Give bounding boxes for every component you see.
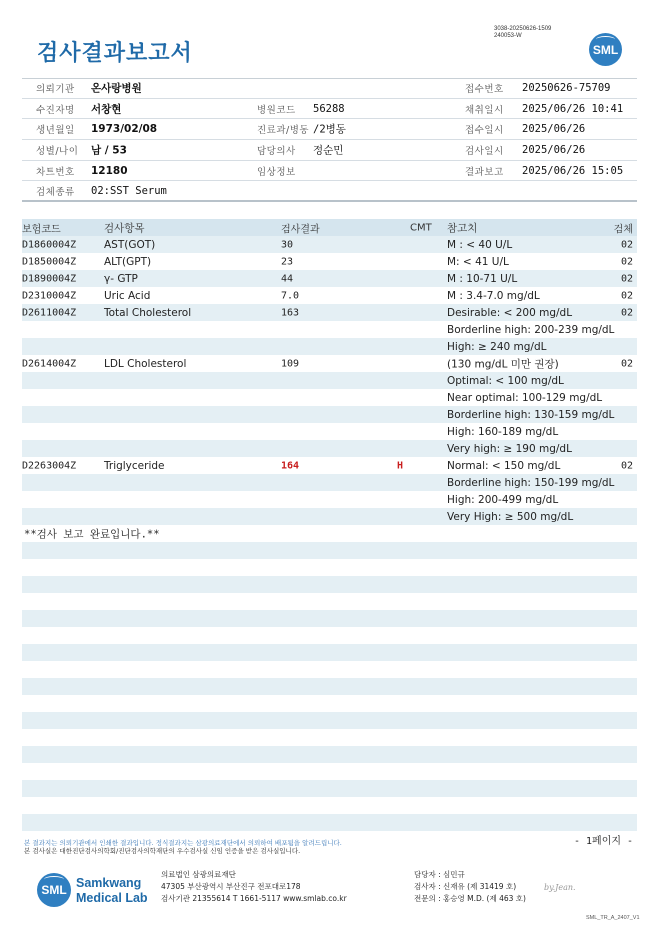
name-value: 서창현 bbox=[91, 103, 122, 116]
table-row bbox=[22, 440, 637, 457]
results-table bbox=[22, 219, 637, 831]
chart-no-label: 차트번호 bbox=[36, 166, 75, 178]
cell-result: 44 bbox=[281, 273, 294, 284]
blank-row bbox=[22, 797, 637, 814]
header-specimen: 검체 bbox=[613, 224, 633, 235]
cell-ref: M: < 41 U/L bbox=[447, 255, 509, 268]
blank-row bbox=[22, 763, 637, 780]
cell-code: D1860004Z bbox=[22, 239, 77, 250]
table-row bbox=[22, 457, 637, 474]
doctor-label: 담당의사 bbox=[257, 145, 296, 157]
blank-row bbox=[22, 729, 637, 746]
lab-info bbox=[161, 869, 347, 905]
cell-item: Triglyceride bbox=[104, 459, 165, 472]
cell-specimen: 02 bbox=[620, 290, 633, 301]
dept-value: /2병동 bbox=[313, 123, 346, 136]
table-row bbox=[22, 338, 637, 355]
table-row bbox=[22, 389, 637, 406]
hospital-code-value: 56288 bbox=[313, 102, 345, 115]
end-row bbox=[22, 525, 637, 542]
cell-ref: Desirable: < 200 mg/dL bbox=[447, 306, 573, 319]
cell-ref: M : 10-71 U/L bbox=[447, 272, 518, 285]
blank-row bbox=[22, 814, 637, 831]
notice-2: 본 검사실은 대한진단검사의학회/진단검사의학재단의 우수검사실 신임 인증을 받은 검사실입니다. bbox=[24, 847, 301, 855]
blank-row bbox=[22, 627, 637, 644]
signers bbox=[414, 869, 526, 905]
table-row bbox=[22, 372, 637, 389]
received-value: 2025/06/26 bbox=[522, 123, 586, 136]
results-body bbox=[22, 236, 637, 831]
cell-ref: Borderline high: 200-239 mg/dL bbox=[447, 323, 615, 336]
blank-row bbox=[22, 593, 637, 610]
cell-result: 164 bbox=[281, 460, 300, 471]
cell-specimen: 02 bbox=[620, 239, 633, 250]
receipt-no-value: 20250626-75709 bbox=[522, 82, 611, 95]
info-row-3 bbox=[22, 119, 637, 140]
info-row-1 bbox=[22, 78, 637, 99]
report-complete-text: **검사 보고 완료입니다.** bbox=[24, 528, 160, 540]
hospital-code-label: 병원코드 bbox=[257, 104, 296, 116]
blank-row bbox=[22, 559, 637, 576]
sml-footer-logo-icon: SML bbox=[37, 873, 71, 907]
sex-age-value: 남 / 53 bbox=[91, 144, 127, 157]
blank-row bbox=[22, 678, 637, 695]
cell-code: D2614004Z bbox=[22, 358, 77, 369]
table-row bbox=[22, 406, 637, 423]
blank-row bbox=[22, 610, 637, 627]
brand-name: Samkwang Medical Lab bbox=[76, 876, 148, 905]
table-row bbox=[22, 236, 637, 253]
clinical-label: 임상정보 bbox=[257, 166, 296, 178]
cell-ref: Near optimal: 100-129 mg/dL bbox=[447, 391, 603, 404]
table-row bbox=[22, 287, 637, 304]
reported-value: 2025/06/26 15:05 bbox=[522, 164, 624, 177]
info-row-5 bbox=[22, 161, 637, 182]
table-row bbox=[22, 304, 637, 321]
doctor-value: 정순민 bbox=[313, 144, 344, 157]
header-item: 검사항목 bbox=[104, 222, 145, 234]
blank-row bbox=[22, 576, 637, 593]
lab-org: 의료법인 삼광의료재단 bbox=[161, 870, 236, 879]
patient-info-table bbox=[22, 78, 637, 202]
table-row bbox=[22, 270, 637, 287]
footer-notes bbox=[24, 839, 342, 855]
cell-code: D1850004Z bbox=[22, 256, 77, 267]
cell-ref: M : < 40 U/L bbox=[447, 238, 513, 251]
table-row bbox=[22, 355, 637, 372]
collected-value: 2025/06/26 10:41 bbox=[522, 102, 624, 115]
specimen-value: 02:SST Serum bbox=[91, 184, 167, 197]
cell-code: D1890004Z bbox=[22, 273, 77, 284]
cell-ref: Normal: < 150 mg/dL bbox=[447, 459, 561, 472]
blank-row bbox=[22, 661, 637, 678]
report-title: 검사결과보고서 bbox=[37, 41, 193, 66]
blank-row bbox=[22, 644, 637, 661]
cell-ref: Borderline high: 150-199 mg/dL bbox=[447, 476, 615, 489]
header-cmt: CMT bbox=[410, 222, 432, 233]
info-row-2 bbox=[22, 99, 637, 120]
cell-specimen: 02 bbox=[620, 256, 633, 267]
blank-row bbox=[22, 712, 637, 729]
sml-logo-icon: SML bbox=[589, 33, 622, 66]
info-row-4 bbox=[22, 140, 637, 161]
cell-specimen: 02 bbox=[620, 358, 633, 369]
cell-ref: High: ≥ 240 mg/dL bbox=[447, 340, 547, 353]
cell-code: D2263004Z bbox=[22, 460, 77, 471]
signer-tester: 검사자 : 신재유 (제 31419 호) bbox=[414, 882, 517, 891]
table-row bbox=[22, 423, 637, 440]
results-header bbox=[22, 219, 637, 236]
cell-result: 7.0 bbox=[281, 290, 300, 301]
cell-ref: Very High: ≥ 500 mg/dL bbox=[447, 510, 574, 523]
cell-item: ALT(GPT) bbox=[104, 255, 152, 268]
chart-no-value: 12180 bbox=[91, 164, 128, 177]
signer-staff: 담당자 : 심민규 bbox=[414, 870, 465, 879]
table-row bbox=[22, 321, 637, 338]
table-row bbox=[22, 508, 637, 525]
notice-1: 본 결과지는 의뢰기관에서 인쇄한 결과입니다. 정식결과지는 삼광의료재단에서 의뢰하여 배포됨을 알려드립니다. bbox=[24, 839, 342, 847]
header-code: 보험코드 bbox=[22, 224, 61, 235]
birth-label: 생년월일 bbox=[36, 125, 75, 137]
specimen-label: 검체종류 bbox=[36, 186, 75, 198]
cell-specimen: 02 bbox=[620, 307, 633, 318]
hospital-label: 의뢰기관 bbox=[36, 84, 75, 96]
cell-result: 30 bbox=[281, 239, 294, 250]
tested-label: 검사일시 bbox=[465, 145, 504, 157]
cell-code: D2310004Z bbox=[22, 290, 77, 301]
lab-contact: 검사기관 21355614 T 1661-5117 www.smlab.co.kr bbox=[161, 894, 347, 903]
received-label: 접수일시 bbox=[465, 125, 504, 137]
document-id: 3038-20250626-1509 240053-W bbox=[494, 26, 552, 39]
cell-item: γ- GTP bbox=[104, 272, 138, 285]
header-ref: 참고치 bbox=[447, 222, 478, 234]
tested-value: 2025/06/26 bbox=[522, 143, 586, 156]
cell-result: 23 bbox=[281, 256, 294, 267]
header-result: 검사결과 bbox=[281, 224, 320, 235]
table-row bbox=[22, 491, 637, 508]
table-row bbox=[22, 253, 637, 270]
signer-doctor: 전문의 : 홍승영 M.D. (제 463 호) bbox=[414, 894, 526, 903]
form-code: SML_TR_A_2407_V1 bbox=[586, 915, 640, 921]
cell-ref: Borderline high: 130-159 mg/dL bbox=[447, 408, 615, 421]
cell-item: LDL Cholesterol bbox=[104, 357, 187, 370]
table-row bbox=[22, 474, 637, 491]
cell-specimen: 02 bbox=[620, 273, 633, 284]
signature: by.Jean. bbox=[544, 883, 576, 892]
cell-ref: Very high: ≥ 190 mg/dL bbox=[447, 442, 572, 455]
cell-cmt: H bbox=[397, 460, 404, 471]
cell-ref: Optimal: < 100 mg/dL bbox=[447, 374, 564, 387]
hospital-value: 온사랑병원 bbox=[91, 82, 142, 95]
cell-ref: High: 200-499 mg/dL bbox=[447, 493, 559, 506]
cell-code: D2611004Z bbox=[22, 307, 77, 318]
cell-result: 109 bbox=[281, 358, 300, 369]
blank-row bbox=[22, 695, 637, 712]
birth-value: 1973/02/08 bbox=[91, 123, 158, 136]
cell-result: 163 bbox=[281, 307, 300, 318]
blank-row bbox=[22, 780, 637, 797]
collected-label: 채취일시 bbox=[465, 104, 504, 116]
blank-row bbox=[22, 542, 637, 559]
cell-ref: High: 160-189 mg/dL bbox=[447, 425, 559, 438]
dept-label: 진료과/병동 bbox=[257, 125, 310, 137]
blank-row bbox=[22, 746, 637, 763]
receipt-no-label: 접수번호 bbox=[465, 84, 504, 96]
page-number: - 1페이지 - bbox=[574, 836, 634, 847]
name-label: 수진자명 bbox=[36, 104, 75, 116]
cell-ref: M : 3.4-7.0 mg/dL bbox=[447, 289, 540, 302]
cell-item: Total Cholesterol bbox=[104, 306, 192, 319]
reported-label: 결과보고 bbox=[465, 166, 504, 178]
info-row-6 bbox=[22, 181, 637, 202]
cell-item: AST(GOT) bbox=[104, 238, 156, 251]
cell-ref: (130 mg/dL 미만 권장) bbox=[447, 358, 559, 370]
lab-address: 47305 부산광역시 부산진구 전포대로178 bbox=[161, 882, 301, 891]
cell-specimen: 02 bbox=[620, 460, 633, 471]
sex-age-label: 성별/나이 bbox=[36, 145, 79, 157]
cell-item: Uric Acid bbox=[104, 289, 151, 302]
